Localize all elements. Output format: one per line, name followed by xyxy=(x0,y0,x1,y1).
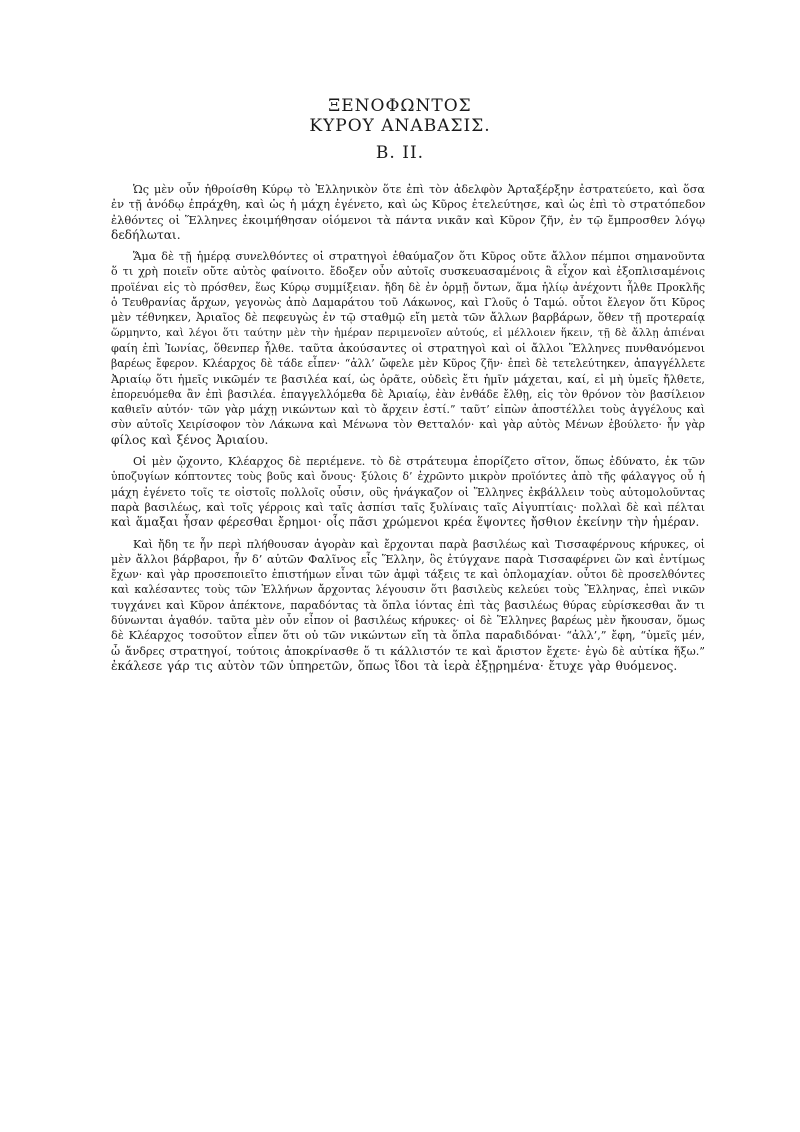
text-line: ἐπορευόμεθα ἂν ἐπὶ βασιλέα. ἐπαγγελλόμεθα δὲ Ἀριαίῳ, ἐὰν ἐνθάδε ἔλθῃ, εἰς τὸν θρόνον τὸν βασίλειον xyxy=(111,387,705,401)
text-line: ὥρμηντο, καὶ λέγοι ὅτι ταύτην μὲν τὴν ἡμέραν περιμενοῖεν αὐτούς, εἰ μέλλοιεν ἥκειν, τῇ δὲ ἄλλῃ ἀπιέναι xyxy=(111,326,705,339)
text-line: φίλος καὶ ξένος Ἀριαίου. xyxy=(111,432,269,447)
text-line: Καὶ ἤδη τε ἦν περὶ πλήθουσαν ἀγορὰν καὶ ἔρχονται παρὰ βασιλέως καὶ Τισσαφέρνους κήρυκες, οἱ xyxy=(133,537,705,551)
text-line: δὲ Κλέαρχος τοσοῦτον εἶπεν ὅτι οὐ τῶν νικώντων εἴη τὰ ὅπλα παραδιδόναι· “ἀλλ’,” ἔφη, “ὑμεῖς μέν, xyxy=(111,629,705,643)
text-line: Ἀριαίῳ ὅτι ἡμεῖς νικῶμέν τε βασιλέα καί, ὡς ὁρᾶτε, οὐδεὶς ἔτι ἡμῖν μάχεται, καί, εἰ μὴ ὑμεῖς ἤλθετε, xyxy=(111,372,705,386)
text-line: προϊέναι εἰς τὸ πρόσθεν, ἕως Κύρῳ συμμίξειαν. ἤδη δὲ ἐν ὁρμῇ ὄντων, ἅμα ἡλίῳ ἀνέχοντι ἦλθε Προκλῆς xyxy=(111,280,705,294)
paragraph xyxy=(111,182,705,243)
text-line: φαίη ἐπὶ Ἰωνίας, ὅθενπερ ἦλθε. ταῦτα ἀκούσαντες οἱ στρατηγοὶ καὶ οἱ ἄλλοι Ἕλληνες πυνθανόμενοι xyxy=(111,341,705,355)
text-line: μὲν τέθνηκεν, Ἀριαῖος δὲ πεφευγὼς ἐν τῷ σταθμῷ εἴη μετὰ τῶν ἄλλων βαρβάρων, ὅθεν τῇ προτεραίᾳ xyxy=(111,311,705,325)
text-line: μὲν ἄλλοι βάρβαροι, ἦν δ’ αὐτῶν Φαλῖνος εἷς Ἕλλην, ὃς ἐτύγχανε παρὰ Τισσαφέρνει ὢν καὶ ἐντίμως xyxy=(111,552,705,566)
text-line: δύνωνται ἀγαθόν. ταῦτα μὲν οὖν εἶπον οἱ βασιλέως κήρυκες· οἱ δὲ Ἕλληνες βαρέως μὲν ἤκουσαν, ὅμως xyxy=(111,614,705,628)
text-line: ἐλθόντες οἱ Ἕλληνες ἐκοιμήθησαν οἰόμενοι τὰ πάντα νικᾶν καὶ Κῦρον ζῆν, ἐν τῷ ἔμπροσθεν λόγῳ xyxy=(111,212,705,227)
title-block xyxy=(0,96,800,163)
book-number: Β. II. xyxy=(375,143,425,163)
text-line: καὶ ἅμαξαι ἦσαν φέρεσθαι ἔρημοι· οἷς πᾶσι χρώμενοι κρέα ἕψοντες ἤσθιον ἐκείνην τὴν ἡμέραν. xyxy=(111,515,700,530)
paragraph xyxy=(111,537,705,675)
text-line: Ὡς μὲν οὖν ἠθροίσθη Κύρῳ τὸ Ἑλληνικὸν ὅτε ἐπὶ τὸν ἀδελφὸν Ἀρταξέρξην ἐστρατεύετο, καὶ ὅσα xyxy=(133,183,705,196)
text-line: ἐν τῇ ἀνόδῳ ἐπράχθη, καὶ ὡς ἡ μάχη ἐγένετο, καὶ ὡς Κῦρος ἐτελεύτησε, καὶ ὡς ἐπὶ τὸ στρατόπεδον xyxy=(111,197,706,212)
text-line: παρὰ βασιλέως, καὶ τοῖς γέρροις καὶ ταῖς ἀσπίσι ταῖς ξυλίναις ταῖς Αἰγυπτίαις· πολλαὶ δὲ καὶ πέλται xyxy=(111,500,705,514)
text-line: καθιεῖν αὐτόν· τῶν γὰρ μάχῃ νικώντων καὶ τὸ ἄρχειν ἐστί.” ταῦτ’ εἰπὼν ἀποστέλλει τοὺς ἀγγέλους καὶ xyxy=(111,403,705,417)
text-line: ἐκάλεσε γάρ τις αὐτὸν τῶν ὑπηρετῶν, ὅπως ἴδοι τὰ ἱερὰ ἐξῃρημένα· ἔτυχε γὰρ θυόμενος. xyxy=(111,658,678,673)
paragraph xyxy=(111,454,705,530)
text-line: ὑποζυγίων κόπτοντες τοὺς βοῦς καὶ ὄνους· ξύλοις δ’ ἐχρῶντο μικρὸν προϊόντες ἀπὸ τῆς φάλαγγος οὗ ἡ xyxy=(111,470,705,484)
text-line: ὦ ἄνδρες στρατηγοί, τούτοις ἀποκρίνασθε ὅ τι κάλλιστόν τε καὶ ἄριστον ἔχετε· ἐγὼ δὲ αὐτίκα ἥξω.” xyxy=(111,644,705,658)
text-line: ὁ Τευθρανίας ἄρχων, γεγονὼς ἀπὸ Δαμαράτου τοῦ Λάκωνος, καὶ Γλοῦς ὁ Ταμώ. οὗτοι ἔλεγον ὅτι Κῦρος xyxy=(111,296,705,310)
text-line: ἔχων· καὶ γὰρ προσεποιεῖτο ἐπιστήμων εἶναι τῶν ἀμφὶ τάξεις τε καὶ ὁπλομαχίαν. οὗτοι δὲ προσελθόντες xyxy=(111,568,705,582)
body-text xyxy=(111,182,705,680)
text-line: μάχη ἐγένετο τοῖς τε οἰστοῖς πολλοῖς οὖσιν, οὓς ἠνάγκαζον οἱ Ἕλληνες ἐκβάλλειν τοὺς αὐτομολοῦντας xyxy=(111,485,705,499)
text-line: καὶ καλέσαντες τοὺς τῶν Ἑλλήνων ἄρχοντας λέγουσιν ὅτι βασιλεὺς κελεύει τοὺς Ἕλληνας, ἐπεὶ νικῶν xyxy=(111,583,705,597)
work-title: ΚΥΡΟΥ ΑΝΑΒΑΣΙΣ. xyxy=(309,116,491,136)
text-line: Οἱ μὲν ᾤχοντο, Κλέαρχος δὲ περιέμενε. τὸ δὲ στράτευμα ἐπορίζετο σῖτον, ὅπως ἐδύνατο, ἐκ τῶν xyxy=(133,455,705,469)
text-line: ὅ τι χρὴ ποιεῖν οὔτε αὐτὸς φαίνοιτο. ἔδοξεν οὖν αὐτοῖς συσκευασαμένοις ἃ εἶχον καὶ ἐξοπλισαμένοις xyxy=(111,265,705,279)
text-line: βαρέως ἔφερον. Κλέαρχος δὲ τάδε εἶπεν· “ἀλλ’ ὤφελε μὲν Κῦρος ζῆν· ἐπεὶ δὲ τετελεύτηκεν, ἀπαγγέλλετε xyxy=(111,357,705,371)
text-line: Ἅμα δὲ τῇ ἡμέρᾳ συνελθόντες οἱ στρατηγοὶ ἐθαύμαζον ὅτι Κῦρος οὔτε ἄλλον πέμποι σημανοῦντα xyxy=(133,250,705,264)
text-line: σὺν αὐτοῖς Χειρίσοφον τὸν Λάκωνα καὶ Μένωνα τὸν Θετταλόν· καὶ γὰρ αὐτὸς Μένων ἐβούλετο· ἦν γὰρ xyxy=(111,418,705,432)
text-line: δεδήλωται. xyxy=(111,227,181,242)
paragraph xyxy=(111,249,705,448)
text-line: τυγχάνει καὶ Κῦρον ἀπέκτονε, παραδόντας τὰ ὅπλα ἰόντας ἐπὶ τὰς βασιλέως θύρας εὑρίσκεσθαι ἄν τι xyxy=(111,598,705,612)
author-title: ΞΕΝΟΦΩΝΤΟΣ xyxy=(328,96,472,116)
